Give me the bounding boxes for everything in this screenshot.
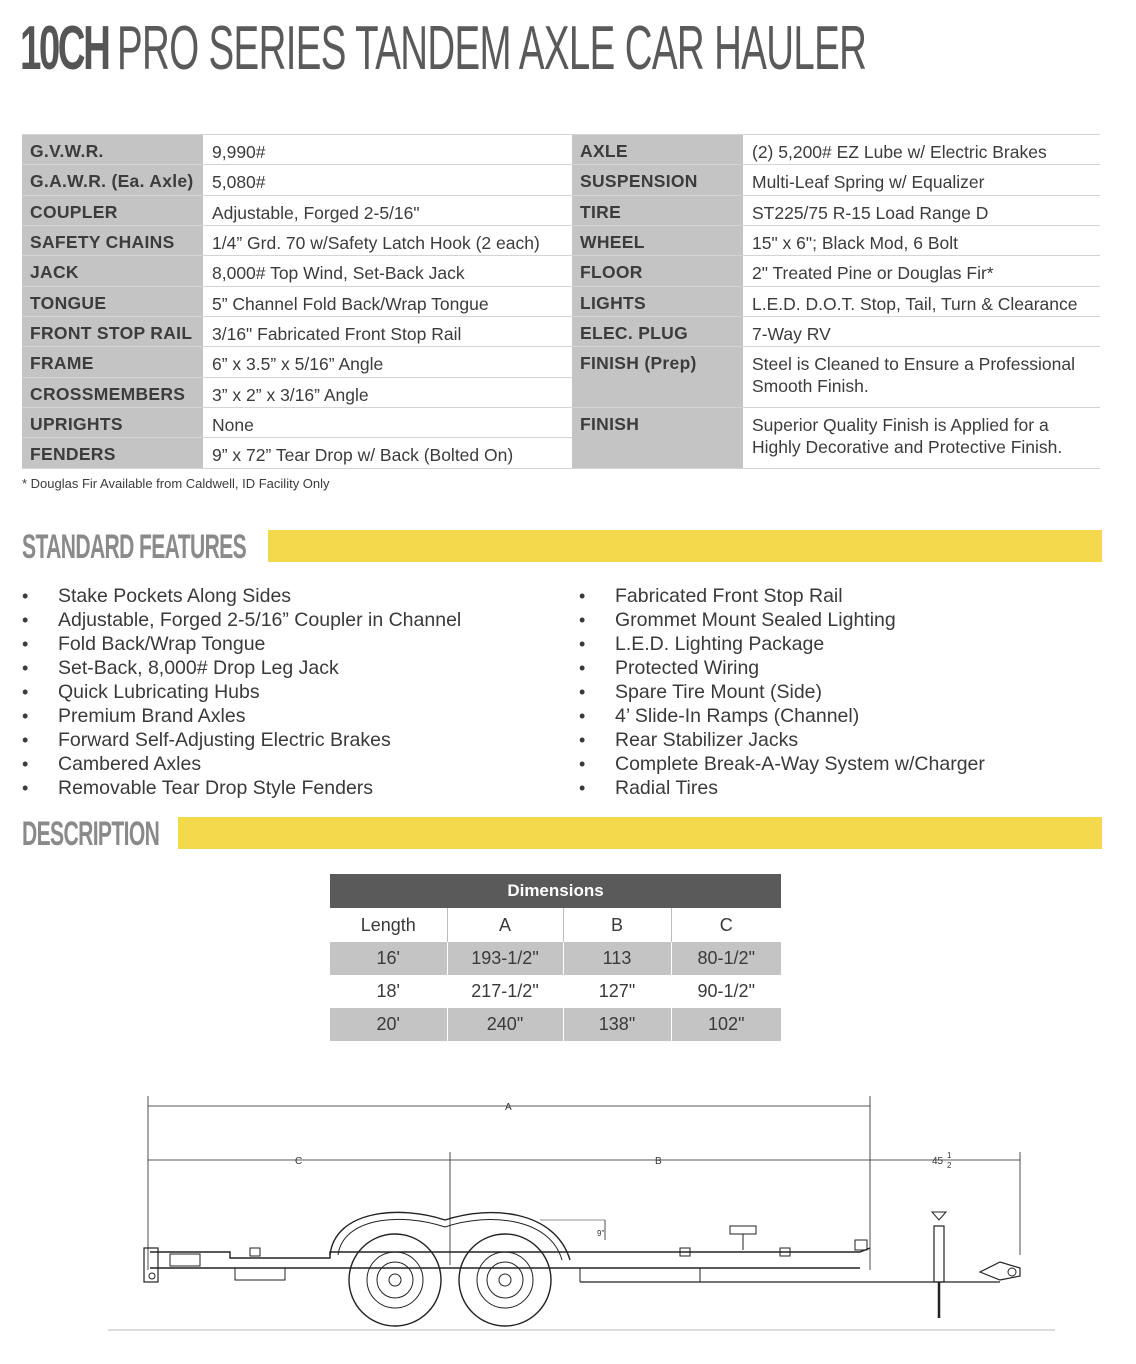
spec-row [22, 196, 572, 226]
spec-value: 9,990# [204, 135, 572, 164]
spec-row [572, 408, 1100, 469]
spec-label: SAFETY CHAINS [22, 226, 204, 255]
spec-row [22, 438, 572, 469]
spec-value: 2" Treated Pine or Douglas Fir* [744, 256, 1100, 286]
spec-label: TIRE [572, 196, 744, 225]
spec-value: L.E.D. D.O.T. Stop, Tail, Turn & Clearance [744, 287, 1100, 316]
page-title [20, 14, 866, 84]
spec-value: 5,080# [204, 165, 572, 195]
model-name: PRO SERIES TANDEM AXLE CAR HAULER [117, 14, 867, 83]
list-item: • Premium Brand Axles [22, 704, 461, 728]
fender-height-label: 9" [597, 1229, 605, 1238]
spec-value: 9” x 72” Tear Drop w/ Back (Bolted On) [204, 438, 572, 468]
section-title: DESCRIPTION [22, 815, 160, 853]
table-cell: 138" [563, 1008, 671, 1041]
table-cell: 217-1/2" [447, 975, 563, 1008]
spec-value: None [204, 408, 572, 437]
spec-row [572, 196, 1100, 226]
spec-label: SUSPENSION [572, 165, 744, 195]
features-list-left [22, 584, 461, 800]
dimensions-table [330, 874, 781, 1041]
spec-value: 3/16" Fabricated Front Stop Rail [204, 317, 572, 346]
spec-row [22, 226, 572, 256]
spec-value: Superior Quality Finish is Applied for a Highly Decorative and Protective Finish. [744, 408, 1100, 468]
table-cell: 16' [330, 942, 447, 975]
spec-value: Adjustable, Forged 2-5/16" [204, 196, 572, 225]
spec-label: UPRIGHTS [22, 408, 204, 437]
table-row [330, 975, 781, 1008]
dimension-b-label: B [655, 1156, 662, 1167]
section-title: STANDARD FEATURES [22, 528, 247, 566]
spec-row [22, 347, 572, 378]
spec-label: FRONT STOP RAIL [22, 317, 204, 346]
list-item: • L.E.D. Lighting Package [579, 632, 985, 656]
list-item: • Cambered Axles [22, 752, 461, 776]
column-header: B [563, 908, 671, 942]
spec-value: (2) 5,200# EZ Lube w/ Electric Brakes [744, 135, 1100, 164]
list-item: • Spare Tire Mount (Side) [579, 680, 985, 704]
list-item: • Removable Tear Drop Style Fenders [22, 776, 461, 800]
table-header-row [330, 908, 781, 942]
dimension-a-label: A [505, 1102, 512, 1113]
spec-label: ELEC. PLUG [572, 317, 744, 346]
description-header [22, 817, 1102, 851]
standard-features-header [22, 530, 1102, 564]
spec-label: JACK [22, 256, 204, 286]
table-cell: 20' [330, 1008, 447, 1041]
spec-row [572, 317, 1100, 347]
spec-value: 5” Channel Fold Back/Wrap Tongue [204, 287, 572, 316]
spec-row [572, 226, 1100, 256]
spec-row [22, 287, 572, 317]
spec-label: G.V.W.R. [22, 135, 204, 164]
spec-value: 1/4” Grd. 70 w/Safety Latch Hook (2 each) [204, 226, 572, 255]
accent-bar [178, 817, 1102, 849]
list-item: • Adjustable, Forged 2-5/16” Coupler in Channel [22, 608, 461, 632]
spec-row [572, 135, 1100, 165]
accent-bar [268, 530, 1102, 562]
table-cell: 80-1/2" [671, 942, 781, 975]
list-item: • Quick Lubricating Hubs [22, 680, 461, 704]
spec-label: WHEEL [572, 226, 744, 255]
spec-table [22, 134, 1100, 465]
spec-row [22, 408, 572, 438]
table-row [330, 1008, 781, 1041]
dimension-c-label: C [295, 1156, 303, 1167]
spec-value: 15" x 6"; Black Mod, 6 Bolt [744, 226, 1100, 255]
spec-value: Steel is Cleaned to Ensure a Professional Smooth Finish. [744, 347, 1100, 407]
table-cell: 113 [563, 942, 671, 975]
spec-label: TONGUE [22, 287, 204, 316]
spec-label: FENDERS [22, 438, 204, 468]
list-item: • Grommet Mount Sealed Lighting [579, 608, 985, 632]
dimensions-header: Dimensions [330, 874, 781, 908]
spec-label: CROSSMEMBERS [22, 378, 204, 407]
tongue-length-label: 45 [932, 1156, 944, 1167]
table-cell: 90-1/2" [697, 981, 755, 1001]
spec-label: FLOOR [572, 256, 744, 286]
tongue-fraction-numerator: 1 [947, 1151, 952, 1160]
spec-row [572, 256, 1100, 287]
list-item: • Radial Tires [579, 776, 985, 800]
spec-row [22, 256, 572, 287]
list-item: • Fabricated Front Stop Rail [579, 584, 985, 608]
spec-label: LIGHTS [572, 287, 744, 316]
list-item: • Forward Self-Adjusting Electric Brakes [22, 728, 461, 752]
spec-row [22, 135, 572, 165]
column-header: A [447, 908, 563, 942]
table-cell: 240" [447, 1008, 563, 1041]
table-cell: 193-1/2" [447, 942, 563, 975]
table-cell: 127" [563, 975, 671, 1008]
spec-value: 8,000# Top Wind, Set-Back Jack [204, 256, 572, 286]
spec-row [22, 317, 572, 347]
spec-row [22, 378, 572, 408]
trailer-side-drawing [100, 1090, 1060, 1340]
spec-row [22, 165, 572, 196]
spec-label: FINISH [572, 408, 744, 468]
list-item: • Stake Pockets Along Sides [22, 584, 461, 608]
spec-row [572, 347, 1100, 408]
list-item: • Rear Stabilizer Jacks [579, 728, 985, 752]
list-item: • 4’ Slide-In Ramps (Channel) [579, 704, 985, 728]
list-item: • Complete Break-A-Way System w/Charger [579, 752, 985, 776]
spec-row [572, 165, 1100, 196]
list-item: • Set-Back, 8,000# Drop Leg Jack [22, 656, 461, 680]
spec-label: G.A.W.R. (Ea. Axle) [22, 165, 204, 195]
model-code: 10CH [20, 14, 109, 83]
column-header: C [719, 914, 733, 935]
list-item: • Fold Back/Wrap Tongue [22, 632, 461, 656]
table-row [330, 942, 781, 975]
spec-value: 3” x 2” x 3/16” Angle [204, 378, 572, 407]
spec-label: FINISH (Prep) [572, 347, 744, 407]
spec-value: ST225/75 R-15 Load Range D [744, 196, 1100, 225]
features-list-right [579, 584, 985, 800]
tongue-fraction-denominator: 2 [947, 1161, 952, 1170]
list-item: • Protected Wiring [579, 656, 985, 680]
spec-value: Multi-Leaf Spring w/ Equalizer [744, 165, 1100, 195]
spec-label: FRAME [22, 347, 204, 377]
spec-footnote: * Douglas Fir Available from Caldwell, ID Facility Only [22, 476, 330, 491]
column-header: Length [330, 908, 447, 942]
spec-label: AXLE [572, 135, 744, 164]
table-cell: 102" [671, 1008, 781, 1041]
table-cell: 18' [330, 975, 447, 1008]
spec-value: 6” x 3.5” x 5/16” Angle [204, 347, 572, 377]
spec-label: COUPLER [22, 196, 204, 225]
spec-row [572, 287, 1100, 317]
spec-value: 7-Way RV [744, 317, 1100, 346]
